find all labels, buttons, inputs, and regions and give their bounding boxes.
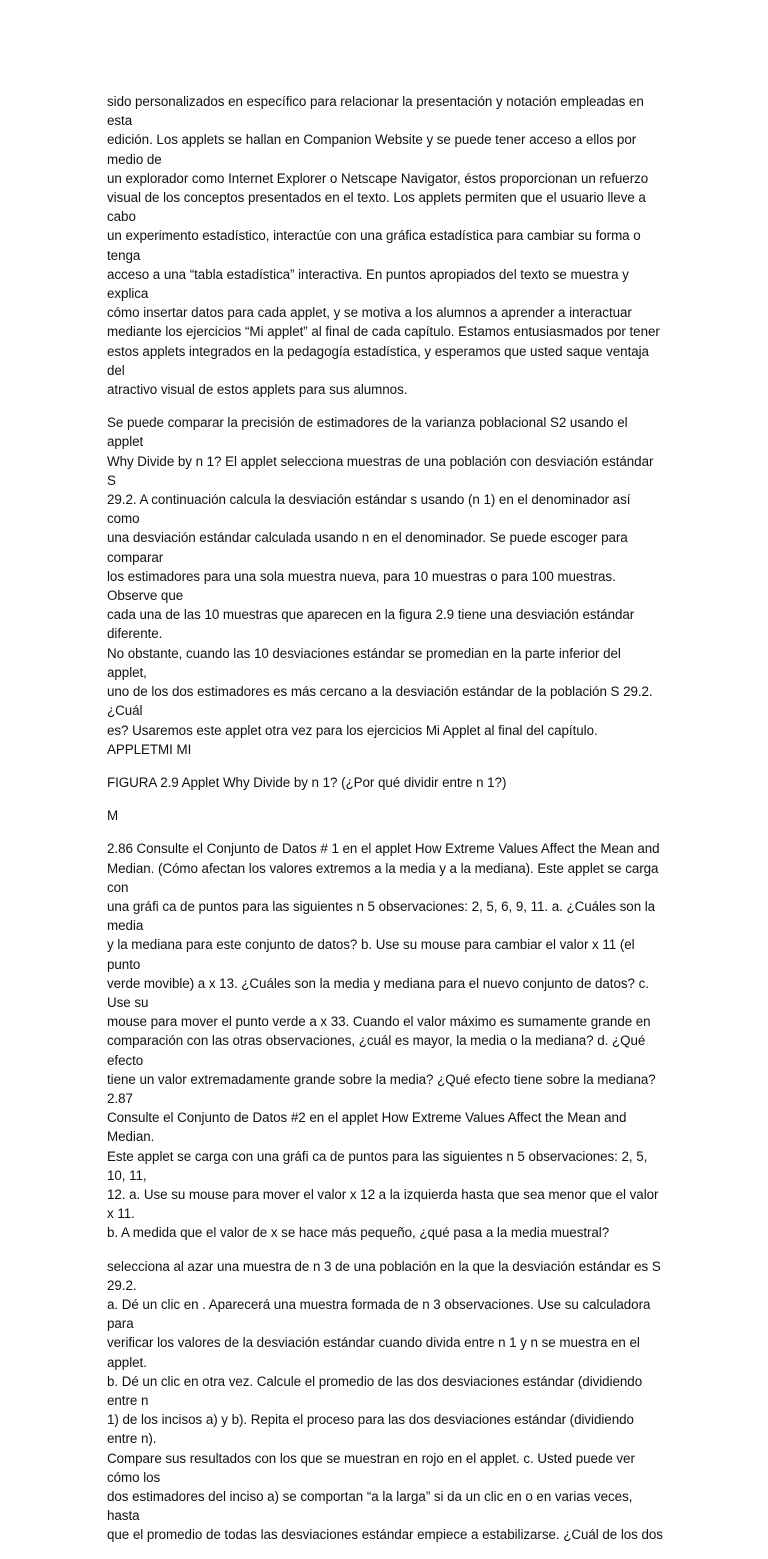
document-body [107, 92, 663, 1559]
paragraph-applets-intro: sido personalizados en específico para relacionar la presentación y notación empleadas en esta edición. Los applets se hallan en Companion Website y se puede tener acceso a ellos por medio de un explorador como Internet Explorer o Netscape Navigator, éstos proporcionan un refuerzo visual de los conceptos presentados en el texto. Los applets permiten que el usuario lleve a cabo un experimento estadístico, interactúe con una gráfica estadística para cambiar su forma o tenga acceso a una “tabla estadística” interactiva. En puntos apropiados del texto se muestra y explica cómo insertar datos para cada applet, y se motiva a los alumnos a aprender a interactuar mediante los ejercicios “Mi applet” al final de cada capítulo. Estamos entusiasmados por tener estos applets integrados en la pedagogía estadística, y esperamos que usted saque ventaja del atractivo visual de estos applets para sus alumnos. [107, 94, 660, 398]
paragraph-sample-selection: selecciona al azar una muestra de n 3 de una población en la que la desviación estándar es S 29.2. a. Dé un clic en . Aparecerá una muestra formada de n 3 observaciones. Use su calculadora para verificar los valores de la desviación estándar cuando divida entre n 1 y n se muestra en el applet. b. Dé un clic en otra vez. Calcule el promedio de las dos desviaciones estándar (dividiendo entre n 1) de los incisos a) y b). Repita el proceso para las dos desviaciones estándar (dividiendo entre n). Compare sus resultados con los que se muestran en rojo en el applet. c. Usted puede ver cómo los dos estimadores del inciso a) se comportan “a la larga” si da un clic en o en varias veces, hasta que el promedio de todas las desviaciones estándar empiece a estabilizarse. ¿Cuál de los dos [107, 1258, 663, 1543]
paragraph-exercises-2-86-2-87: 2.86 Consulte el Conjunto de Datos # 1 en el applet How Extreme Values Affect the Mean and Median. (Cómo afectan los valores extremos a la media y a la mediana). Este applet se carga con una gráfi ca de puntos para las siguientes n 5 observaciones: 2, 5, 6, 9, 11. a. ¿Cuáles son la media y la mediana para este conjunto de datos? b. Use su mouse para cambiar el valor x 11 (el punto verde movible) a x 13. ¿Cuáles son la media y mediana para el nuevo conjunto de datos? c. Use su mouse para mover el punto verde a x 33. Cuando el valor máximo es sumamente grande en comparación con las otras observaciones, ¿cuál es mayor, la media o la mediana? d. ¿Qué efecto tiene un valor extremadamente grande sobre la media? ¿Qué efecto tiene sobre la mediana? 2.87 Consulte el Conjunto de Datos #2 en el applet How Extreme Values Affect the Mean and Median. Este applet se carga con una gráfi ca de puntos para las siguientes n 5 observaciones: 2, 5, 10, 11, 12. a. Use su mouse para mover el valor x 12 a la izquierda hasta que sea menor que el valor x 11. b. A medida que el valor de x se hace más pequeño, ¿qué pasa a la media muestral? [107, 841, 660, 1241]
paragraph-variance-estimators: Se puede comparar la precisión de estimadores de la varianza poblacional S2 usando el applet Why Divide by n 1? El applet selecciona muestras de una población con desviación estándar S 29.2. A continuación calcula la desviación estándar s usando (n 1) en el denominador así como una desviación estándar calculada usando n en el denominador. Se puede escoger para comparar los estimadores para una sola muestra nueva, para 10 muestras o para 100 muestras. Observe que cada una de las 10 muestras que aparecen en la figura 2.9 tiene una desviación estándar diferente. No obstante, cuando las 10 desviaciones estándar se promedian en la parte inferior del applet, uno de los dos estimadores es más cercano a la desviación estándar de la población S 29.2. ¿Cuál es? Usaremos este applet otra vez para los ejercicios Mi Applet al final del capítulo. APPLETMI MI [107, 415, 654, 757]
marker-letter: M [107, 808, 119, 824]
figure-caption: FIGURA 2.9 Applet Why Divide by n 1? (¿Por qué dividir entre n 1?) [107, 774, 507, 790]
